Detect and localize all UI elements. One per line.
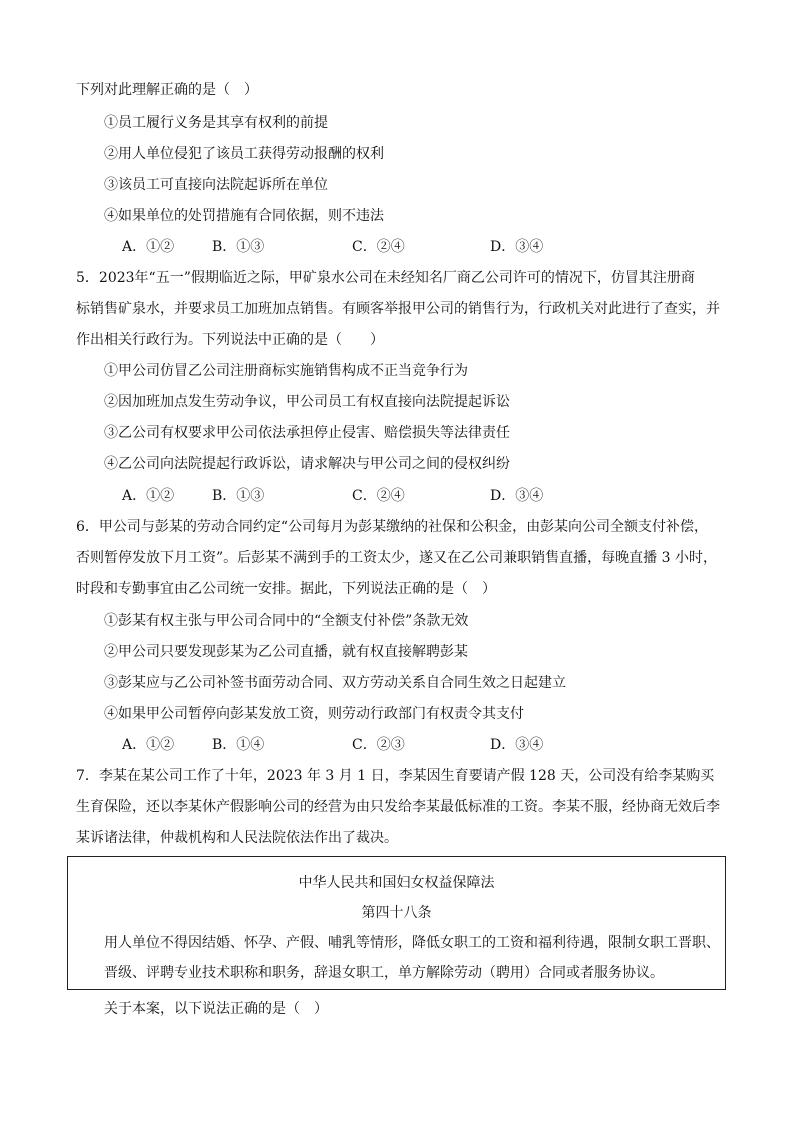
q6-options: [122, 735, 682, 755]
q5-stem-line-2: 标销售矿泉水，并要求员工加班加点销售。有顾客举报甲公司的销售行为，行政机关对此进行了查实，并: [76, 301, 720, 317]
q6-stem-line-3: 时段和专勤事宜由乙公司统一安排。据此，下列说法正确的是（ ）: [76, 581, 496, 597]
q5-item-1: ①甲公司仿冒乙公司注册商标实施销售构成不正当竞争行为: [104, 363, 468, 379]
q5-stem-line-1: 5．2023年“五一”假期临近之际，甲矿泉水公司在未经知名厂商乙公司许可的情况下，仿冒其注册商: [76, 270, 695, 286]
q5-item-4: ④乙公司向法院提起行政诉讼，请求解决与甲公司之间的侵权纠纷: [104, 456, 510, 472]
law-article-text-line-1: 用人单位不得因结婚、怀孕、产假、哺乳等情形，降低女职工的工资和福利待遇，限制女职工晋职、: [104, 935, 720, 951]
q5-item-3: ③乙公司有权要求甲公司依法承担停止侵害、赔偿损失等法律责任: [104, 425, 510, 441]
q4-option-c[interactable]: C．②④: [352, 239, 405, 255]
q5-stem-line-3: 作出相关行政行为。下列说法中正确的是（ ）: [76, 332, 384, 348]
q7-stem-line-2: 生育保险，还以李某休产假影响公司的经营为由只发给李某最低标准的工资。李某不服，经协商无效后李: [76, 799, 720, 815]
q6-stem-line-1: 6．甲公司与彭某的劳动合同约定“公司每月为彭某缴纳的社保和公积金，由彭某向公司全额支付补偿，: [76, 519, 709, 535]
q6-stem-line-2: 否则暂停发放下月工资”。后彭某不满到手的工资太少，遂又在乙公司兼职销售直播，每晚直播 3 小时，: [76, 550, 717, 566]
q7-stem-line-3: 某诉诸法律，仲裁机构和人民法院依法作出了裁决。: [76, 830, 398, 846]
q5-item-2: ②因加班加点发生劳动争议，甲公司员工有权直接向法院提起诉讼: [104, 394, 510, 410]
q6-option-d[interactable]: D．③④: [490, 737, 544, 753]
q5-option-a[interactable]: A．①②: [122, 488, 175, 504]
q6-item-1: ①彭某有权主张与甲公司合同中的“全额支付补偿”条款无效: [104, 613, 469, 629]
q6-item-2: ②甲公司只要发现彭某为乙公司直播，就有权直接解聘彭某: [104, 644, 468, 660]
q7-stem-line-1: 7．李某在某公司工作了十年，2023 年 3 月 1 日，李某因生育要请产假 128 天，公司没有给李某购买: [76, 768, 715, 784]
q6-option-a[interactable]: A．①②: [122, 737, 175, 753]
q7-question: 关于本案，以下说法正确的是（ ）: [104, 1001, 328, 1017]
law-title: 中华人民共和国妇女权益保障法: [298, 875, 495, 891]
q4-options: [122, 237, 682, 257]
q6-option-b[interactable]: B．①④: [212, 737, 265, 753]
q6-item-4: ④如果甲公司暂停向彭某发放工资，则劳动行政部门有权责令其支付: [104, 706, 524, 722]
q5-option-b[interactable]: B．①③: [212, 488, 265, 504]
q4-item-4: ④如果单位的处罚措施有合同依据，则不违法: [104, 208, 384, 224]
q4-option-d[interactable]: D．③④: [490, 239, 544, 255]
law-article-number: 第四十八条: [361, 905, 432, 921]
q4-item-3: ③该员工可直接向法院起诉所在单位: [104, 177, 328, 193]
q6-item-3: ③彭某应与乙公司补签书面劳动合同、双方劳动关系自合同生效之日起建立: [104, 675, 566, 691]
q4-option-a[interactable]: A．①②: [122, 239, 175, 255]
q5-option-c[interactable]: C．②④: [352, 488, 405, 504]
q5-option-d[interactable]: D．③④: [490, 488, 544, 504]
law-excerpt-box: [67, 856, 726, 990]
law-article-text-line-2: 晋级、评聘专业技术职称和职务，辞退女职工，单方解除劳动（聘用）合同或者服务协议。: [104, 965, 664, 981]
q4-option-b[interactable]: B．①③: [212, 239, 265, 255]
q4-stem-end: 下列对此理解正确的是（ ）: [76, 82, 258, 98]
q4-item-1: ①员工履行义务是其享有权利的前提: [104, 115, 328, 131]
q5-options: [122, 486, 682, 506]
q6-option-c[interactable]: C．②③: [352, 737, 405, 753]
q4-item-2: ②用人单位侵犯了该员工获得劳动报酬的权利: [104, 146, 384, 162]
